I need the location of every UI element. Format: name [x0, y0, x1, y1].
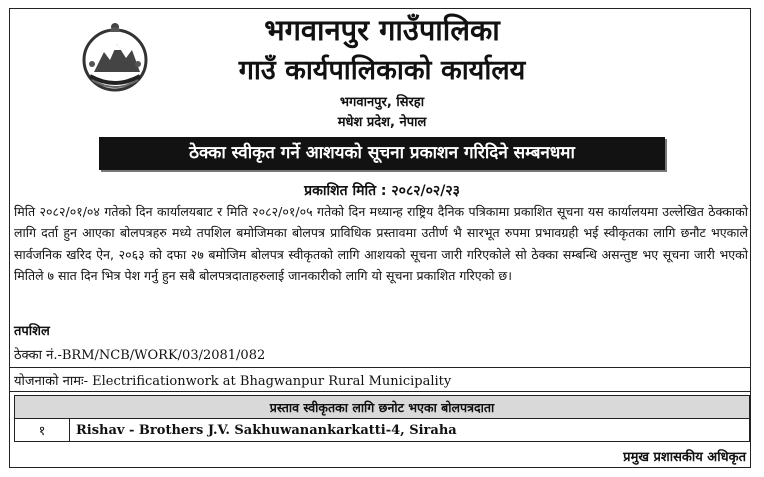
selected-bidders-table	[14, 395, 750, 442]
divider	[10, 367, 750, 368]
project-name: योजनाको नामः- Electrificationwork at Bhagwanpur Rural Municipality	[14, 374, 452, 389]
table-row	[15, 419, 750, 442]
notice-body: मिति २०८२/०१/०४ गतेको दिन कार्यालयबाट र मिति २०८२/०१/०५ गतेको दिन मध्यान्ह राष्ट्रिय दैनिक पत्रिकामा प्रकाशित सूचना यस कार्यालयमा उल्लेखित ठेक्काको लागि दर्ता हुन आएका बोलपत्रहरु मध्ये तपशिल बमोजिमका बोलपत्र प्राविधिक प्रस्तावमा उतीर्ण भै सारभूत रुपमा प्रभावग्रही भई स्वीकृतका लागि छनौट भएकाले सार्वजनिक खरिद ऐन, २०६३ को दफा २७ बमोजिम बोलपत्र स्वीकृतको लागि आशयको सूचना जारी गरिएकोले सो ठेक्का सम्बन्धि असन्तुष्ट भए सूचना जारी भएको मितिले ७ सात दिन भित्र पेश गर्नु हुन सबै बोलपत्रदाताहरुलाई जानकारीको लागि यो सूचना प्रकाशित गरिएको छ।	[14, 204, 748, 283]
office-title: गाउँ कार्यपालिकाको कार्यालय	[238, 55, 526, 86]
address-line-1: भगवानपुर, सिरहा	[339, 95, 425, 110]
divider	[10, 391, 750, 392]
serial-number: १	[15, 419, 70, 442]
contract-number: ठेक्का नं.-BRM/NCB/WORK/03/2081/082	[14, 348, 266, 363]
municipality-title: भगवानपुर गाउँपालिका	[264, 13, 500, 47]
signatory-title: प्रमुख प्रशासकीय अधिकृत	[623, 450, 746, 465]
published-label: प्रकाशित मिति :	[304, 183, 387, 199]
address-line-2: मधेश प्रदेश, नेपाल	[337, 115, 427, 130]
notice-subject-banner: ठेक्का स्वीकृत गर्ने आशयको सूचना प्रकाशन गरिदिने सम्बनधमा	[99, 137, 665, 170]
published-date	[0, 181, 764, 200]
table-header: प्रस्ताव स्वीकृतका लागि छनोट भएका बोलपत्रदाता	[15, 396, 750, 419]
bidder-name: Rishav - Brothers J.V. Sakhuwanankarkatti-4, Siraha	[70, 419, 750, 442]
published-date-value: २०८२/०२/२३	[391, 183, 460, 199]
details-heading: तपशिल	[14, 324, 50, 339]
